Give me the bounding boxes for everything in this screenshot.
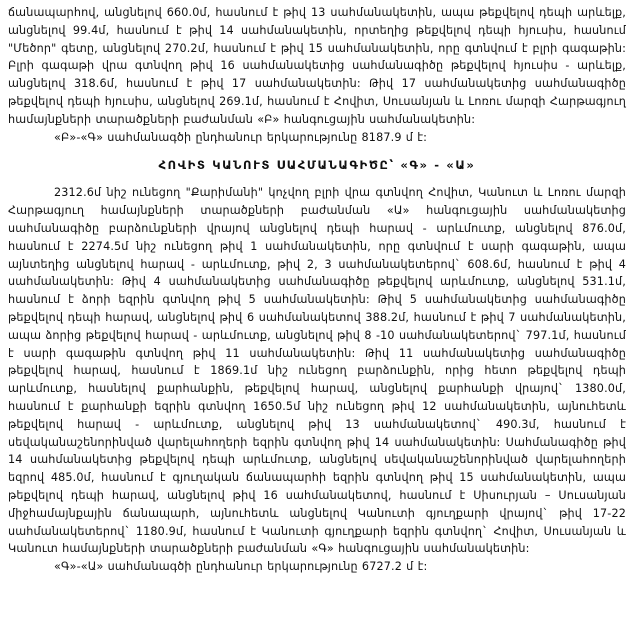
section-a-total-length: «Բ»-«Գ» սահմանագծի ընդհանուր երկարությունը 8187.9 մ է: (54, 130, 428, 144)
spacer (8, 146, 626, 150)
section-b-paragraph: 2312.6մ նիշ ունեցող "Քարիմանի" կոչվող բլրի վրա գտնվող Հովիտ, Կանուտ և Լոռու մարզի Հարթագյուղ համայնքների տարածքների բաժանման «Ա» հանգուցային սահմանակետից սահմանագիծը բարձունքների վրայով անցնելով դեպի հարավ - արևմուտք, անցնելով 876.0մ, հասնում է 2274.5մ նիշ ունեցող թիվ 1 սահմանակետին, որը գտնվում է սարի գագաթին, ապա այնտեղից անցնելով հարավ - արևմուտք, թիվ 2, 3 սահմանակետերով` 608.6մ, հասնում է թիվ 4 սահմանակետին: Թիվ 4 սահմանակետից սահմանագիծը թեքվելով արևմուտք, անցնելով 531.1մ, հասնում է ձորի եզրին գտնվող թիվ 5 սահմանակետին: Թիվ 5 սահմանակետից սահմանագիծը թեքվելով դեպի հարավ, անցնելով թիվ 6 սահմանակետով 388.2մ, հասնում է թիվ 7 սահմանակետին, ապա ձորից թեքվելով հարավ - արևմուտք, անցնելով թիվ 8 -10 սահմանակետերով` 797.1մ, հասնում է սարի գագաթին գտնվող թիվ 11 սահմանակետին: Թիվ 11 սահմանակետից սահմանագիծը թեքվելով հարավ, հասնում է 1869.1մ նիշ ունեցող բարձունքին, որից հետո թեքվելով դեպի արևմուտք, հասնելով քարհանքին, թեքվելով հարավ, անցնելով քարհանքի վրայով` 1380.0մ, հասնում է քարհանքի եզրին գտնվող 1650.5մ նիշ ունեցող թիվ 12 սահմանակետին, այնուհետև թեքվելով հարավ - արևմուտք, անցնելով թիվ 13 սահմանակետով` 490.3մ, հասնում է սեվականաշենորինված վարելահողերի եզրին գտնվող թիվ 14 սահմանակետին: Սահմանագիծը թիվ 14 սահմանակետից թեքվելով դեպի արևմուտք, անցնելով սեվականաշենորինված վարելահողերի եզրով 485.0մ, հասնում է գյուղական ճանապարհի եզրին գտնվող թիվ 15 սահմանակետին, ապա թեքվելով դեպի հարավ, անցնելով թիվ 16 սահմանակետով, հասնում է Սիսուրյան – Սուսանյան միջհամայնքային ճանապարհ, այնուհետև անցնելով Կանուտի գյուղքարի վրայով` թիվ 17-22 սահմանակետերով` 1180.9մ, հասնում է Կանուտի գյուղքարի եզրին գտնվող` Հովիտ, Սուսանյան և Կանուտ համայնքների տարածքների բաժանման «Գ» հանգուցային սահմանակետին: (8, 186, 626, 556)
section-a-paragraph: ճանապարհով, անցնելով 660.0մ, հասնում է թիվ 13 սահմանակետին, ապա թեքվելով դեպի արևելք, անցնելով 99.4մ, հասնում է թիվ 14 սահմանակետին, որտեղից թեքվելով դեպի հյուսիս, հասնում "Մեծոր" գետը, անցնելով 270.2մ, հասնում է թիվ 15 սահմանակետին, որը գտնվում է բլրի գագաթին: Բլրի գագաթի վրա գտնվող թիվ 16 սահմանակետից սահմանագիծը թեքվելով հյուսիս - արևելք, անցնելով 318.6մ, հասնում է թիվ 17 սահմանակետին: Թիվ 17 սահմանակետից սահմանագիծը թեքվելով դեպի հյուսիս, անցնելով 269.1մ, հասնում է Հովիտ, Սուսանյան և Լոռու մարզի Հարթագյուղ համայնքների տարածքների բաժանման «Բ» հանգուցային սահմանակետին: (8, 6, 626, 126)
section-heading: ՀՈՎԻՏ ԿԱՆՈՒՏ ՍԱՀՄԱՆԱԳԻԾԸ՝ «Գ» - «Ա» (158, 158, 476, 173)
section-b-total-length: «Գ»-«Ա» սահմանագծի ընդհանուր երկարությունը 6727.2 մ է: (54, 560, 428, 574)
document-page (8, 4, 626, 617)
